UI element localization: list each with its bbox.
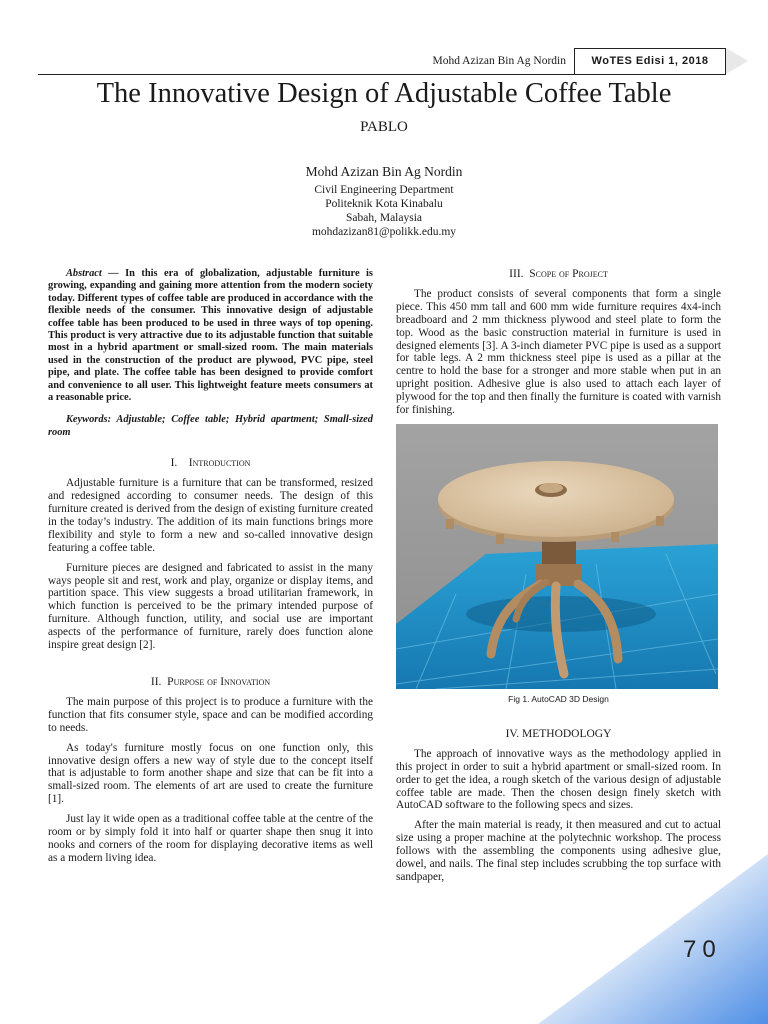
paper-subtitle: PABLO <box>360 119 408 135</box>
header-rule <box>38 74 726 75</box>
journal-badge-label: WoTES Edisi 1, 2018 <box>591 55 709 67</box>
abstract-label: Abstract — <box>66 268 119 279</box>
author-email: mohdazizan81@polikk.edu.my <box>311 226 457 238</box>
section-number: I. <box>170 457 178 470</box>
section-title: Scope of Project <box>529 268 608 280</box>
keywords: Keywords: Adjustable; Coffee table; Hybrid apartment; Small-sized room <box>48 414 373 438</box>
author-affiliation <box>0 183 768 239</box>
figure-autocad-render <box>396 424 718 689</box>
section-heading-purpose <box>48 676 373 689</box>
paragraph: The main purpose of this project is to produce a furniture with the function that fits consumer style, space and can be modified according to needs. <box>48 695 373 734</box>
author-location: Sabah, Malaysia <box>345 212 422 224</box>
paragraph: The product consists of several components that form a single piece. This 450 mm tall and 600 mm wide furniture requires 4x4-inch breadboard and 2 mm thickness plywood and steel plate to form the top. Wood as the basic construction material in furniture is used in designed elements [3]. A 3-inch diameter PVC pipe is used as a support for table legs. A 2 mm thickness steel pipe is used as a pillar at the centre to hold the base for a stronger and more stable when put in an upright position. Adhesive glue is also used to attach each layer of plywood for the top and then finally the furniture is coated with varnish for finishing. <box>396 287 721 417</box>
abstract <box>48 268 373 404</box>
figure-caption: Fig 1. AutoCAD 3D Design <box>508 693 609 704</box>
corner-gradient-decoration <box>538 834 768 1024</box>
page-number: 70 <box>683 936 722 963</box>
right-column <box>396 264 721 891</box>
section-heading-methodology <box>396 728 721 741</box>
header-notch-decoration <box>726 48 748 74</box>
paragraph: Just lay it wide open as a traditional coffee table at the centre of the room or by simply fold it into half or quarter shape then snug it into nooks and corners of the room for displaying decorative items as well as a modern living idea. <box>48 813 373 864</box>
section-title: Introduction <box>188 457 251 470</box>
left-column <box>48 268 373 872</box>
section-number: II. <box>150 675 162 688</box>
paragraph: Furniture pieces are designed and fabricated to assist in the many ways people sit and rest, work and play, organize or display items, and partition space. This view suggests a broad utilitarian framework, in which function is perceived to be the primary intended purpose of furniture. Although function, utility, and social use are important aspects of the performance of furniture, rarely does function alone inspire great design [2]. <box>48 561 373 652</box>
paragraph: As today's furniture mostly focus on one function only, this innovative design offers a new way of style due to the concept itself that is adjustable to form another shape and size that can be fit into a small-sized room. The elements of art are used to create the furniture [1]. <box>48 741 373 806</box>
section-title: METHODOLOGY <box>521 727 612 740</box>
coffee-table-render-image <box>396 424 718 689</box>
author-name: Mohd Azizan Bin Ag Nordin <box>305 164 463 179</box>
paper-title: The Innovative Design of Adjustable Coffee Table <box>96 78 672 109</box>
paragraph: The approach of innovative ways as the methodology applied in this project in order to suit a hybrid apartment or small-sized room. In order to get the idea, a rough sketch of the various design of adjustable coffee table are made. Then the chosen design finely sketch with AutoCAD software to the following specs and sizes. <box>396 747 721 812</box>
section-number: IV. <box>505 727 520 740</box>
author-institution: Politeknik Kota Kinabalu <box>325 198 443 210</box>
section-heading-introduction <box>48 457 373 470</box>
section-heading-scope <box>396 268 721 281</box>
running-header-author: Mohd Azizan Bin Ag Nordin <box>432 55 566 67</box>
journal-badge <box>574 48 726 74</box>
section-number: III. <box>509 268 524 280</box>
paragraph: After the main material is ready, it then measured and cut to actual size using a proper machine at the polytechnic workshop. The process follows with the assembling the components using adhesive glue, dowel, and nails. The final step includes scrubbing the top surface with sandpaper, <box>396 819 721 883</box>
section-title: Purpose of Innovation <box>167 675 271 688</box>
paragraph: Adjustable furniture is a furniture that can be transformed, resized and redesigned according to consumer needs. The design of this furniture created is derived from the design of existing furniture created in the today’s industry. The addition of its main functions brings more flexibility and style to form a new and so-called innovative design featuring a coffee table. <box>48 477 373 554</box>
abstract-text: In this era of globalization, adjustable furniture is growing, expanding and gaining more attention from the modern society today. Different types of coffee table are produced in accordance with the flexible needs of the consumer. This innovative design of adjustable coffee table has been produced to be used in three ways of top opening. This product is very attractive due to its adjustable function that suitable most in a hybrid apartment or small-sized room. The main materials used in the construction of the product are plywood, PVC pipe, steel pipe, and plate. The coffee table has been designed to provide comfort and convenience to all user. This lightweight feature meets consumers at a reasonable price. <box>48 268 373 404</box>
author-department: Civil Engineering Department <box>314 184 454 196</box>
